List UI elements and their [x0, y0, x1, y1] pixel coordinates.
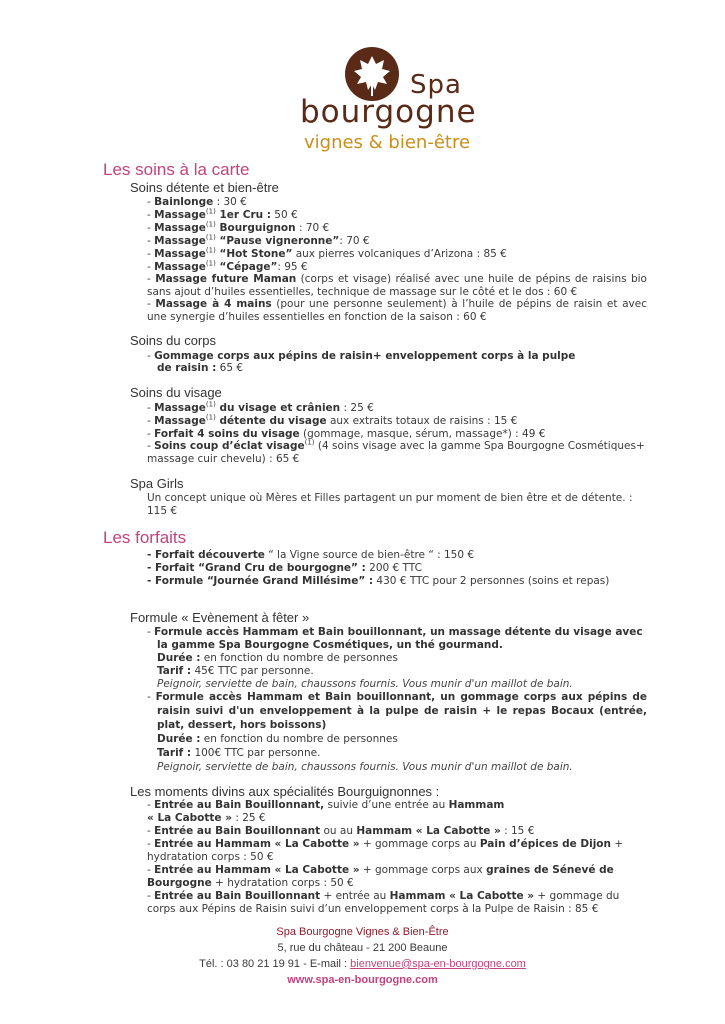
list-item-cont: hydratation corps : 50 € — [147, 851, 274, 863]
list-item-cont: Bourgogne + hydratation corps : 50 € — [147, 877, 354, 889]
list-item: - Formule accès Hammam et Bain bouillonnant, un gommage corps aux pépins de raisin suivi d'un enveloppement à la pulpe de raisin + le repas Bocaux (entrée, plat, dessert, hors boissons) Durée : en fonction du nombre de personnes Tarif : 100€ TTC par personne. Peignoir, serviette de bain, chaussons fournis. Vous munir d'un maillot de bain. — [147, 691, 647, 773]
list-item: - Massage$^{(1)}$ détente du visage aux extraits totaux de raisins : 15 € — [147, 413, 518, 427]
girls-text: Un concept unique où Mères et Filles partagent un pur moment de bien être et de détente. : 115 € — [147, 492, 633, 517]
list-item: - Forfait “Grand Cru de bourgogne” : 200 € TTC — [147, 562, 422, 574]
list-item: - Soins coup d’éclat visage$^{(1)}$ (4 soins visage avec la gamme Spa Bourgogne Cosmétiques+ massage cuir chevelu) : 65 € — [147, 438, 645, 465]
website-link[interactable]: www.spa-en-bourgogne.com — [287, 974, 438, 986]
list-item: - Massage$^{(1)}$ Bourguignon : 70 € — [147, 220, 330, 234]
section-title-forfaits: Les forfaits — [103, 528, 187, 547]
subtitle-girls: Spa Girls — [130, 476, 184, 491]
list-item: - Massage$^{(1)}$ “Cépage”: 95 € — [147, 259, 308, 273]
list-item: - Entrée au Bain Bouillonnant + entrée au Hammam « La Cabotte » + gommage du — [147, 890, 620, 902]
list-item: - Forfait découverte “ la Vigne source de bien-être “ : 150 € — [147, 549, 475, 561]
list-item: - Massage$^{(1)}$ “Pause vigneronne”: 70 € — [147, 233, 370, 247]
logo-brand-text: bourgogne — [300, 94, 477, 130]
list-item-cont: « La Cabotte » : 25 € — [147, 812, 266, 824]
list-item: - Formule “Journée Grand Millésime” : 430 € TTC pour 2 personnes (soins et repas) — [147, 575, 610, 587]
subtitle-evenement: Formule « Evènement à fêter » — [130, 610, 310, 625]
subtitle-detente: Soins détente et bien-être — [130, 180, 279, 195]
list-item: - Entrée au Bain Bouillonnant, suivie d’une entrée au Hammam — [147, 799, 505, 811]
list-item: - Entrée au Hammam « La Cabotte » + gommage corps au Pain d’épices de Dijon + — [147, 838, 624, 850]
list-item: - Gommage corps aux pépins de raisin+ enveloppement corps à la pulpe — [147, 350, 576, 362]
section-title-soins: Les soins à la carte — [103, 160, 250, 179]
list-item: - Massage$^{(1)}$ “Hot Stone” aux pierres volcaniques d’Arizona : 85 € — [147, 246, 507, 260]
list-item: - Massage à 4 mains (pour une personne seulement) à l’huile de pépins de raisin et avec une synergie d’huiles essentielles en fonction de la saison : 60 € — [147, 298, 647, 323]
footer-address: 5, rue du château - 21 200 Beaune — [277, 942, 448, 954]
list-item: - Entrée au Hammam « La Cabotte » + gommage corps aux graines de Sénevé de — [147, 864, 614, 876]
list-item: - Forfait 4 soins du visage (gommage, masque, sérum, massage*) : 49 € — [147, 428, 546, 440]
logo-spa-text: Spa — [410, 70, 462, 100]
list-item: - Massage$^{(1)}$ 1er Cru : 50 € — [147, 207, 298, 221]
footer-contact: Tél. : 03 80 21 19 91 - E-mail : bienvenue@spa-en-bourgogne.com — [199, 958, 526, 970]
email-link[interactable]: bienvenue@spa-en-bourgogne.com — [350, 958, 526, 970]
list-item: - Massage$^{(1)}$ du visage et crânien : 25 € — [147, 400, 374, 414]
list-item-cont: corps aux Pépins de Raisin suivi d’un enveloppement corps à la Pulpe de Raisin : 85 € — [147, 903, 599, 915]
list-item-cont: de raisin : 65 € — [157, 362, 244, 374]
list-item: - Massage future Maman (corps et visage) réalisé avec une huile de pépins de raisins bio sans ajout d’huiles essentielles, technique de massage sur le côté et le dos : 60 € — [147, 273, 647, 298]
list-item: - Entrée au Bain Bouillonnant ou au Hammam « La Cabotte » : 15 € — [147, 825, 535, 837]
list-item: - Bainlonge : 30 € — [147, 196, 247, 208]
logo-tagline: vignes & bien-être — [304, 132, 471, 153]
footer-name: Spa Bourgogne Vignes & Bien-Être — [276, 926, 449, 938]
subtitle-moments: Les moments divins aux spécialités Bourguignonnes : — [130, 784, 440, 799]
subtitle-visage: Soins du visage — [130, 385, 222, 400]
list-item: - Formule accès Hammam et Bain bouillonnant, un massage détente du visage avec la gamme Spa Bourgogne Cosmétiques, un thé gourmand. Durée : en fonction du nombre de personnes Tarif : 45€ TTC par personne. Peignoir, serviette de bain, chaussons fournis. Vous munir d'un maillot de bain. — [147, 626, 643, 690]
subtitle-corps: Soins du corps — [130, 333, 216, 348]
